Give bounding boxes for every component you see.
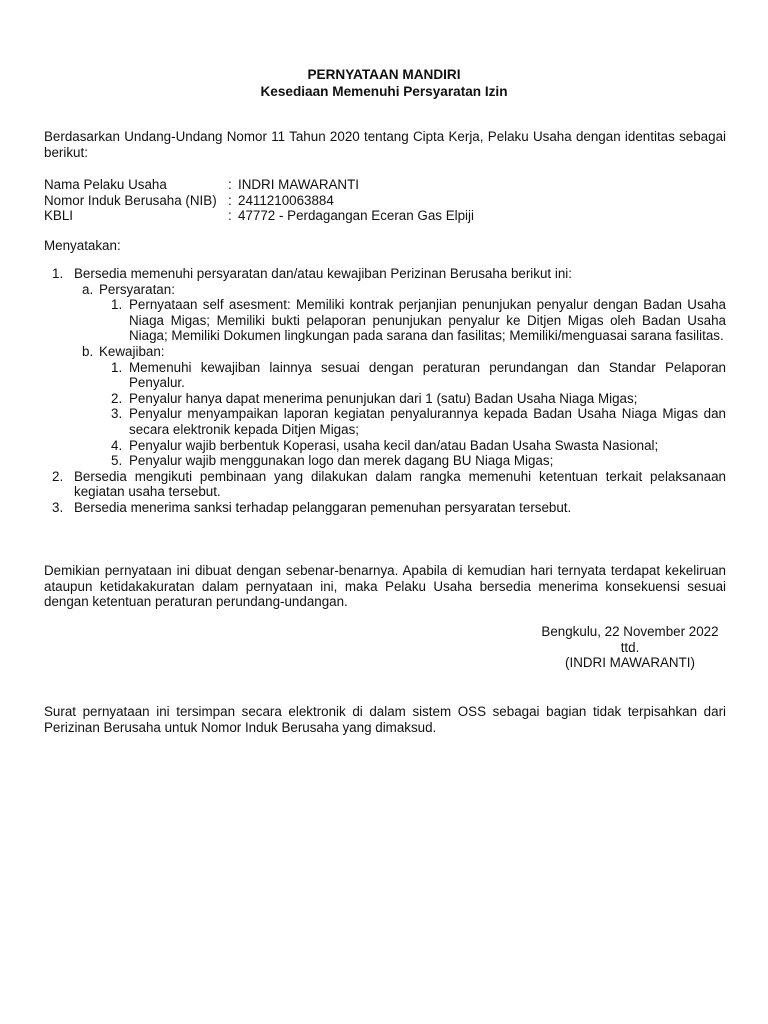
statement-sublist <box>74 282 726 469</box>
closing-paragraph: Demikian pernyataan ini dibuat dengan sebenar-benarnya. Apabila di kemudian hari ternyata terdapat kekeliruan ataupun ketidakakuratan dalam pernyataan ini, maka Pelaku Usaha bersedia menerima konsekuensi sesuai dengan ketentuan peraturan perundang-undangan. <box>44 563 726 610</box>
statement-item <box>44 266 726 469</box>
sub-item-text: Kewajiban: <box>99 343 165 359</box>
sub-item-persyaratan <box>44 282 726 344</box>
requirement-list <box>99 297 726 344</box>
identity-table <box>44 177 726 224</box>
signature-block <box>500 624 760 671</box>
identity-colon: : <box>228 208 232 224</box>
list-letter: a. <box>82 281 94 297</box>
identity-value: 47772 - Perdagangan Eceran Gas Elpiji <box>238 208 474 224</box>
list-item-text: Memenuhi kewajiban lainnya sesuai dengan peraturan perundangan dan Standar Pelaporan Penyalur. <box>129 359 726 391</box>
list-number: 1. <box>52 266 64 281</box>
statement-text: Bersedia mengikuti pembinaan yang dilakukan dalam rangka memenuhi ketentuan terkait pelaksanaan kegiatan usaha tersebut. <box>74 468 726 500</box>
list-item-text: Penyalur wajib berbentuk Koperasi, usaha kecil dan/atau Badan Usaha Swasta Nasional; <box>129 437 659 453</box>
signatory-name: (INDRI MAWARANTI) <box>565 655 695 671</box>
list-number: 3. <box>111 406 123 422</box>
list-item <box>44 360 726 391</box>
list-number: 1. <box>111 297 123 313</box>
list-number: 1. <box>111 359 123 375</box>
intro-paragraph: Berdasarkan Undang-Undang Nomor 11 Tahun 2020 tentang Cipta Kerja, Pelaku Usaha dengan identitas sebagai berikut: <box>44 129 726 160</box>
sub-item-text: Persyaratan: <box>99 281 175 297</box>
list-item <box>44 453 726 469</box>
footer-note: Surat pernyataan ini tersimpan secara elektronik di dalam sistem OSS sebagai bagian tidak terpisahkan dari Perizinan Berusaha untuk Nomor Induk Berusaha yang dimaksud. <box>44 704 726 735</box>
signature-mark: ttd. <box>620 639 640 655</box>
identity-colon: : <box>228 192 232 208</box>
identity-label: Nomor Induk Berusaha (NIB) <box>44 192 217 208</box>
identity-row-kbli <box>44 208 726 224</box>
menyatakan-label: Menyatakan: <box>44 238 121 253</box>
document-subtitle: Kesediaan Memenuhi Persyaratan Izin <box>260 84 508 99</box>
statement-text: Bersedia menerima sanksi terhadap pelanggaran pemenuhan persyaratan tersebut. <box>74 499 572 515</box>
statement-list <box>44 266 726 516</box>
list-letter: b. <box>82 343 94 359</box>
place-date: Bengkulu, 22 November 2022 <box>541 624 719 639</box>
statement-item <box>44 500 726 516</box>
identity-label: Nama Pelaku Usaha <box>44 177 167 192</box>
list-number: 4. <box>111 437 123 453</box>
sub-item-kewajiban <box>44 344 726 469</box>
list-number: 2. <box>111 390 123 406</box>
identity-value: INDRI MAWARANTI <box>238 177 360 192</box>
list-item-text: Penyalur wajib menggunakan logo dan merek dagang BU Niaga Migas; <box>129 453 554 469</box>
obligation-list <box>99 360 726 469</box>
identity-value: 2411210063884 <box>238 192 334 208</box>
statement-item <box>44 469 726 500</box>
list-item-text: Penyalur menyampaikan laporan kegiatan penyalurannya kepada Badan Usaha Niaga Migas dan secara elektronik kepada Ditjen Migas; <box>129 406 726 437</box>
document-title: PERNYATAAN MANDIRI <box>307 67 461 82</box>
identity-row-nib <box>44 193 726 209</box>
list-item <box>44 391 726 407</box>
list-number: 3. <box>52 499 64 515</box>
list-item-text: Pernyataan self asesment: Memiliki kontrak perjanjian penunjukan penyalur dengan Badan Usaha Niaga Migas; Memiliki bukti pelaporan penunjukan penyalur ke Ditjen Migas oleh Badan Usaha Niaga; Memiliki Dokumen lingkungan pada sarana dan fasilitas; Memiliki/menguasai sarana fasilitas. <box>129 297 726 344</box>
list-item-text: Penyalur hanya dapat menerima penunjukan dari 1 (satu) Badan Usaha Niaga Migas; <box>129 390 638 406</box>
list-number: 2. <box>52 468 64 484</box>
list-number: 5. <box>111 453 123 469</box>
identity-label: KBLI <box>44 208 74 224</box>
identity-row-nama <box>44 177 726 193</box>
statement-text: Bersedia memenuhi persyaratan dan/atau kewajiban Perizinan Berusaha berikut ini: <box>74 266 572 281</box>
list-item <box>44 297 726 344</box>
identity-colon: : <box>228 177 232 192</box>
list-item <box>44 438 726 454</box>
list-item <box>44 406 726 437</box>
